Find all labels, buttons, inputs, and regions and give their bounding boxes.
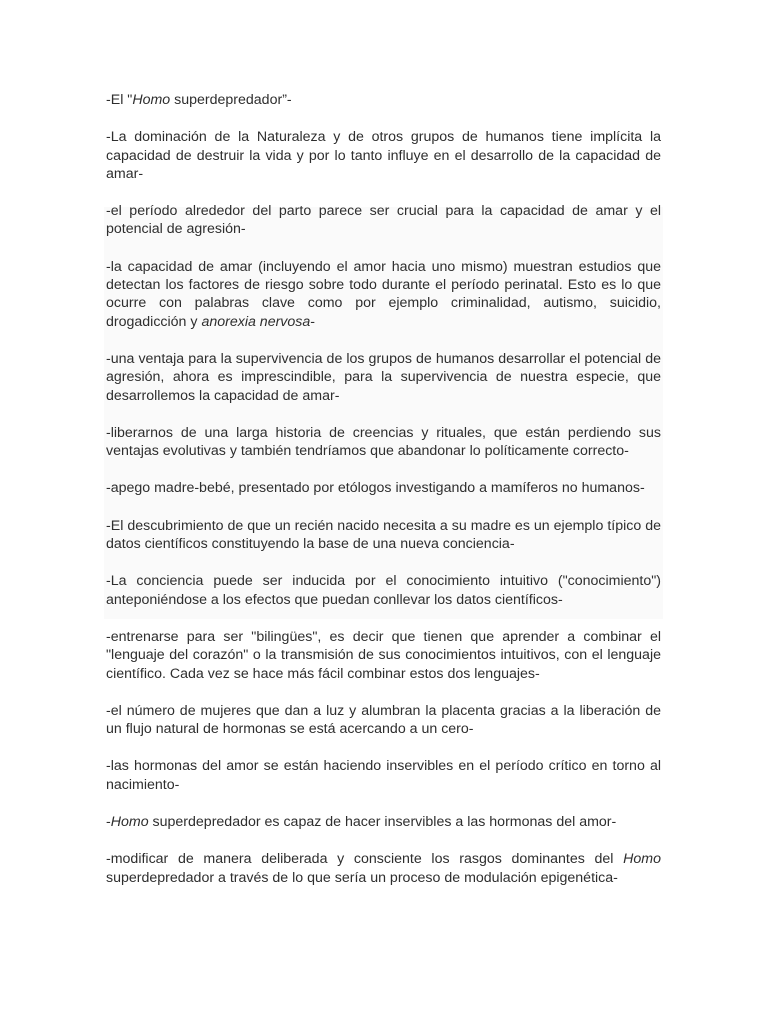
text-segment: -una ventaja para la supervivencia de los grupos de humanos desarrollar el potencial de agresión, ahora es imprescindible, para la supervivencia de nuestra especie, que desarrollemos la capacidad de amar- (106, 350, 661, 404)
text-segment: -la capacidad de amar (incluyendo el amor hacia uno mismo) muestran estudios que detectan los factores de riesgo sobre todo durante el período perinatal. Esto es lo que ocurre con palabras clave como por ejemplo criminalidad, autismo, suicidio, drogadicción y (106, 258, 661, 330)
paragraph-5 (106, 424, 661, 461)
italic-segment: Homo (110, 814, 149, 831)
title-paragraph (106, 91, 661, 109)
italic-segment: Homo (623, 851, 661, 868)
paragraph-12 (106, 813, 661, 831)
text-segment: -el número de mujeres que dan a luz y alumbran la placenta gracias a la liberación de un flujo natural de hormonas se está acercando a un cero- (106, 702, 661, 738)
text-segment: -apego madre-bebé, presentado por etólogos investigando a mamíferos no humanos- (106, 480, 645, 497)
text-segment: -las hormonas del amor se están haciendo inservibles en el período crítico en torno al nacimiento- (106, 758, 661, 793)
text-segment: -La dominación de la Naturaleza y de otros grupos de humanos tiene implícita la capacidad de destruir la vida y por lo tanto influye en el desarrollo de la capacidad de amar- (106, 129, 661, 182)
text-segment: - (310, 313, 316, 330)
paragraph-3 (106, 258, 661, 331)
paragraph-9 (106, 628, 661, 683)
text-segment: -El descubrimiento de que un recién nacido necesita a su madre es un ejemplo típico de datos científicos constituyendo la base de una nueva conciencia- (106, 517, 661, 553)
paragraph-7 (106, 517, 661, 554)
text-segment: -modificar de manera deliberada y consciente los rasgos dominantes del (106, 851, 624, 868)
text-segment: -La conciencia puede ser inducida por el conocimiento intuitivo ("conocimiento") anteponiéndose a los efectos que puedan conllevar los datos científicos- (106, 573, 661, 608)
italic-segment: Homo (132, 92, 171, 108)
paragraph-2 (106, 202, 661, 239)
paragraph-4 (106, 350, 661, 405)
text-segment: -liberarnos de una larga historia de creencias y rituales, que están perdiendo sus ventajas evolutivas y también tendríamos que abandonar lo políticamente correcto- (106, 424, 661, 460)
italic-segment: anorexia nervosa (201, 313, 311, 330)
paragraph-1 (106, 128, 661, 183)
paragraph-6 (106, 479, 661, 497)
text-segment: -el período alrededor del parto parece ser crucial para la capacidad de amar y el potencial de agresión- (106, 203, 661, 238)
paragraph-8 (106, 572, 661, 609)
text-segment: superdepredador es capaz de hacer inservibles a las hormonas del amor- (148, 814, 617, 831)
text-segment: superdepredador”- (170, 92, 292, 108)
paragraph-10 (106, 702, 661, 739)
text-segment: -entrenarse para ser "bilingües", es decir que tienen que aprender a combinar el "lenguaje del corazón" o la transmisión de sus conocimientos intuitivos, con el lenguaje científico. Cada vez se hace más fácil combinar estos dos lenguajes- (106, 628, 661, 682)
text-segment: -El " (106, 92, 133, 108)
paragraph-13 (106, 850, 661, 887)
document-page (106, 91, 661, 906)
text-segment: superdepredador a través de lo que sería un proceso de modulación epigenética- (106, 869, 618, 886)
paragraph-11 (106, 757, 661, 794)
text-segment: - (106, 814, 111, 831)
